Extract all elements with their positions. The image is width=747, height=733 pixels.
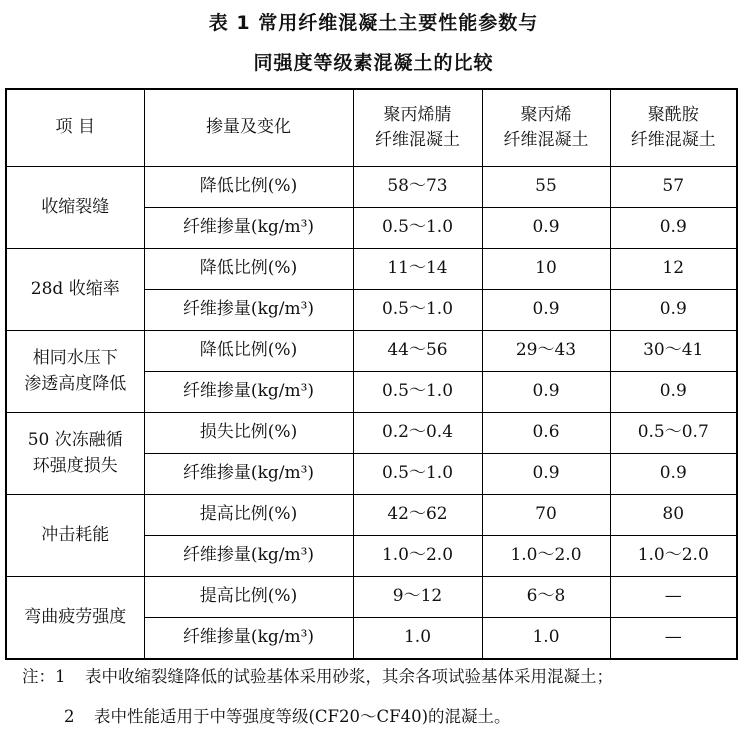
pa-value-cell: 0.9 (610, 208, 737, 249)
pp-value-cell: 70 (482, 495, 610, 536)
table-row (6, 167, 737, 208)
header-pan-fiber: 聚丙烯腈 纤维混凝土 (353, 89, 482, 167)
table-row (6, 249, 737, 290)
row-item-label: 弯曲疲劳强度 (6, 577, 144, 660)
table-row (6, 331, 737, 372)
table-row (6, 413, 737, 454)
pp-value-cell: 6～8 (482, 577, 610, 618)
pan-value-cell: 0.5～1.0 (353, 208, 482, 249)
pa-value-cell: — (610, 577, 737, 618)
note-1-number: 1 (55, 667, 66, 686)
row-item-label: 冲击耗能 (6, 495, 144, 577)
comparison-table (5, 88, 738, 660)
note-prefix: 注： (22, 667, 55, 686)
pan-value-cell: 0.5～1.0 (353, 454, 482, 495)
dosage-cell: 提高比例(%) (144, 495, 353, 536)
pan-value-cell: 0.5～1.0 (353, 290, 482, 331)
pa-value-cell: 0.9 (610, 372, 737, 413)
dosage-cell: 纤维掺量(kg/m³) (144, 208, 353, 249)
table-row (6, 495, 737, 536)
pan-value-cell: 9～12 (353, 577, 482, 618)
header-item: 项 目 (6, 89, 144, 167)
pan-value-cell: 1.0 (353, 618, 482, 660)
dosage-cell: 纤维掺量(kg/m³) (144, 618, 353, 660)
pan-value-cell: 42～62 (353, 495, 482, 536)
pa-value-cell: 0.5～0.7 (610, 413, 737, 454)
pa-value-cell: 12 (610, 249, 737, 290)
dosage-cell: 降低比例(%) (144, 249, 353, 290)
table-title-line2: 同强度等级素混凝土的比较 (253, 52, 494, 74)
table-row (6, 577, 737, 618)
pan-value-cell: 44～56 (353, 331, 482, 372)
pp-value-cell: 0.9 (482, 290, 610, 331)
pp-value-cell: 0.6 (482, 413, 610, 454)
pan-value-cell: 0.5～1.0 (353, 372, 482, 413)
header-pp-fiber: 聚丙烯 纤维混凝土 (482, 89, 610, 167)
header-pa-fiber: 聚酰胺 纤维混凝土 (610, 89, 737, 167)
table-title-line1: 表 1 常用纤维混凝土主要性能参数与 (208, 12, 539, 34)
row-item-label: 相同水压下 渗透高度降低 (6, 331, 144, 413)
pa-value-cell: 0.9 (610, 454, 737, 495)
note-2-number: 2 (64, 707, 75, 726)
pp-value-cell: 1.0～2.0 (482, 536, 610, 577)
dosage-cell: 纤维掺量(kg/m³) (144, 454, 353, 495)
dosage-cell: 纤维掺量(kg/m³) (144, 372, 353, 413)
header-dosage: 掺量及变化 (144, 89, 353, 167)
dosage-cell: 损失比例(%) (144, 413, 353, 454)
pp-value-cell: 55 (482, 167, 610, 208)
pa-value-cell: 57 (610, 167, 737, 208)
pp-value-cell: 0.9 (482, 208, 610, 249)
note-1 (22, 663, 613, 687)
pp-value-cell: 29～43 (482, 331, 610, 372)
pan-value-cell: 11～14 (353, 249, 482, 290)
pan-value-cell: 1.0～2.0 (353, 536, 482, 577)
note-1-text: 表中收缩裂缝降低的试验基体采用砂浆，其余各项试验基体采用混凝土； (85, 667, 613, 686)
pp-value-cell: 10 (482, 249, 610, 290)
pa-value-cell: — (610, 618, 737, 660)
pan-value-cell: 0.2～0.4 (353, 413, 482, 454)
note-2 (64, 703, 511, 727)
row-item-label: 28d 收缩率 (6, 249, 144, 331)
pp-value-cell: 0.9 (482, 454, 610, 495)
pa-value-cell: 0.9 (610, 290, 737, 331)
dosage-cell: 提高比例(%) (144, 577, 353, 618)
dosage-cell: 纤维掺量(kg/m³) (144, 536, 353, 577)
row-item-label: 收缩裂缝 (6, 167, 144, 249)
header-row (6, 89, 737, 167)
dosage-cell: 纤维掺量(kg/m³) (144, 290, 353, 331)
pa-value-cell: 80 (610, 495, 737, 536)
pa-value-cell: 1.0～2.0 (610, 536, 737, 577)
dosage-cell: 降低比例(%) (144, 331, 353, 372)
pp-value-cell: 1.0 (482, 618, 610, 660)
pan-value-cell: 58～73 (353, 167, 482, 208)
note-2-text: 表中性能适用于中等强度等级(CF20～CF40)的混凝土。 (94, 707, 511, 726)
dosage-cell: 降低比例(%) (144, 167, 353, 208)
pa-value-cell: 30～41 (610, 331, 737, 372)
row-item-label: 50 次冻融循 环强度损失 (6, 413, 144, 495)
pp-value-cell: 0.9 (482, 372, 610, 413)
